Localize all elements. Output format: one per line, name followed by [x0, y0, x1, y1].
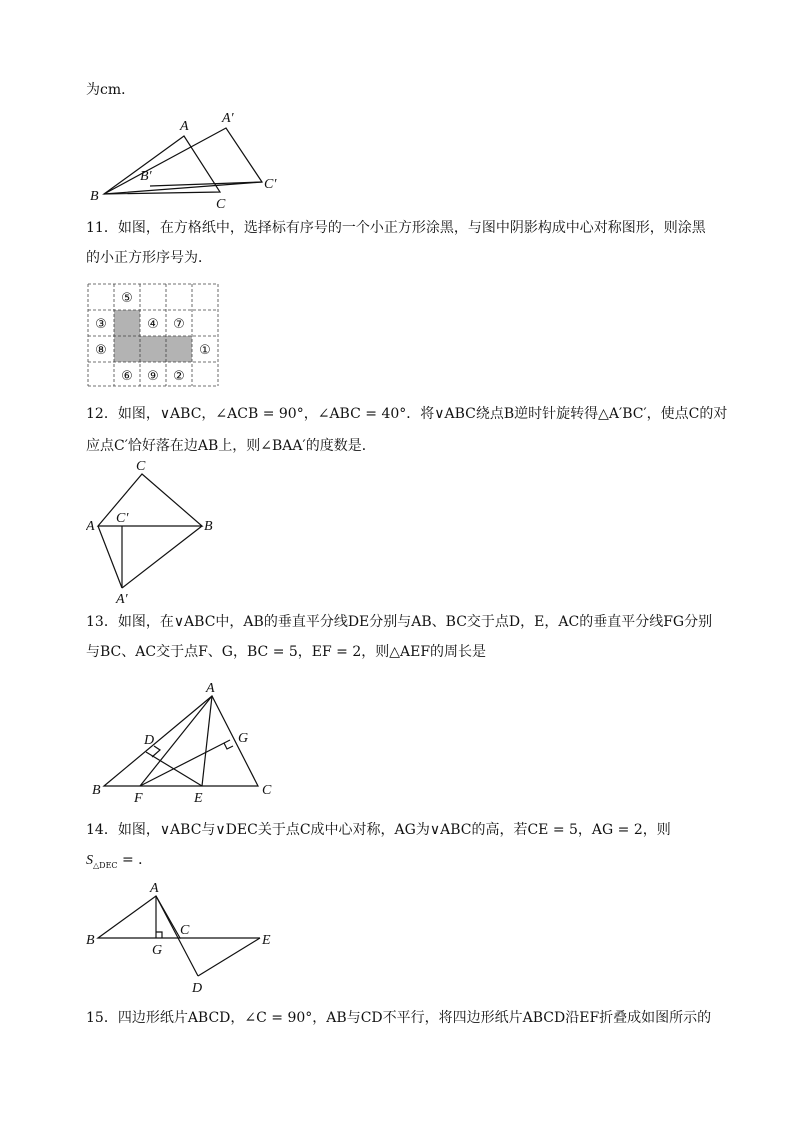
q14-line2	[86, 850, 152, 876]
label-c: C	[216, 197, 226, 212]
q10-tail-text: 为cm．	[86, 82, 136, 98]
label-b: B	[90, 189, 99, 204]
label-b: B	[86, 933, 95, 948]
shaded-cell	[114, 310, 140, 336]
grid-label-9: ⑨	[147, 369, 159, 384]
grid-label-4: ④	[147, 317, 159, 332]
figure-q10	[86, 108, 296, 212]
label-b: B	[204, 519, 213, 534]
label-c: C	[136, 460, 146, 474]
triangle-abc	[104, 696, 258, 786]
grid-label-8: ⑧	[95, 343, 107, 358]
shaded-cell	[140, 336, 166, 362]
q12-line1: 12．如图，∨ABC，∠ACB = 90°，∠ABC = 40°．将∨ABC绕点B逆时针旋转得△A′BC′，使点C的对	[86, 406, 728, 422]
q15-line1: 15．四边形纸片ABCD，∠C = 90°，AB与CD不平行，将四边形纸片ABCD沿EF折叠成如图所示的	[86, 1010, 712, 1026]
label-g: G	[152, 943, 163, 958]
grid-label-2: ②	[173, 369, 185, 384]
triangle-a1b1c1	[104, 128, 262, 194]
q14-line1: 14．如图，∨ABC与∨DEC关于点C成中心对称，AG为∨ABC的高，若CE = 5，AG = 2，则	[86, 822, 671, 838]
label-c1: C′	[116, 511, 129, 526]
label-e: E	[262, 933, 271, 948]
figure-q14	[86, 878, 282, 996]
figure-q11-grid	[86, 282, 222, 388]
triangle-abc	[98, 474, 202, 526]
label-c: C	[262, 783, 272, 798]
q12-line2: 应点C′恰好落在边AB上，则∠BAA′的度数是．	[86, 438, 376, 454]
label-d: D	[192, 981, 203, 996]
grid-label-7: ⑦	[173, 317, 185, 332]
label-b: B	[92, 783, 101, 798]
label-a: A	[150, 881, 159, 896]
label-c: C	[180, 923, 190, 938]
label-f: F	[134, 791, 143, 804]
area-subscript: △DEC	[93, 860, 118, 870]
shaded-cell	[166, 336, 192, 362]
label-a: A	[180, 119, 189, 134]
q13-line1: 13．如图，在∨ABC中，AB的垂直平分线DE分别与AB、BC交于点D，E，AC的垂直平分线FG分别	[86, 614, 713, 630]
area-symbol: S	[86, 853, 93, 868]
label-a1: A′	[222, 111, 234, 126]
label-g: G	[238, 731, 249, 746]
grid-label-3: ③	[95, 317, 107, 332]
label-c1: C′	[264, 177, 277, 192]
figure-q13	[88, 678, 284, 804]
label-e: E	[194, 791, 203, 804]
grid-label-6: ⑥	[121, 369, 133, 384]
figure-q12	[86, 460, 226, 606]
label-a: A	[86, 519, 95, 534]
shaded-cell	[114, 336, 140, 362]
label-a1: A′	[116, 592, 128, 606]
label-b1: B′	[140, 169, 152, 184]
q11-line2: 的小正方形序号为．	[86, 250, 212, 266]
q11-line1: 11．如图，在方格纸中，选择标有序号的一个小正方形涂黑，与图中阴影构成中心对称图形，则涂黑	[86, 220, 706, 236]
grid-label-1: ①	[199, 343, 211, 358]
q14-line2-rest: = ．	[117, 852, 153, 868]
q13-line2: 与BC、AC交于点F、G，BC = 5，EF = 2，则△AEF的周长是	[86, 644, 487, 660]
label-d: D	[144, 733, 155, 748]
grid-label-5: ⑤	[121, 291, 133, 306]
label-a: A	[206, 681, 215, 696]
